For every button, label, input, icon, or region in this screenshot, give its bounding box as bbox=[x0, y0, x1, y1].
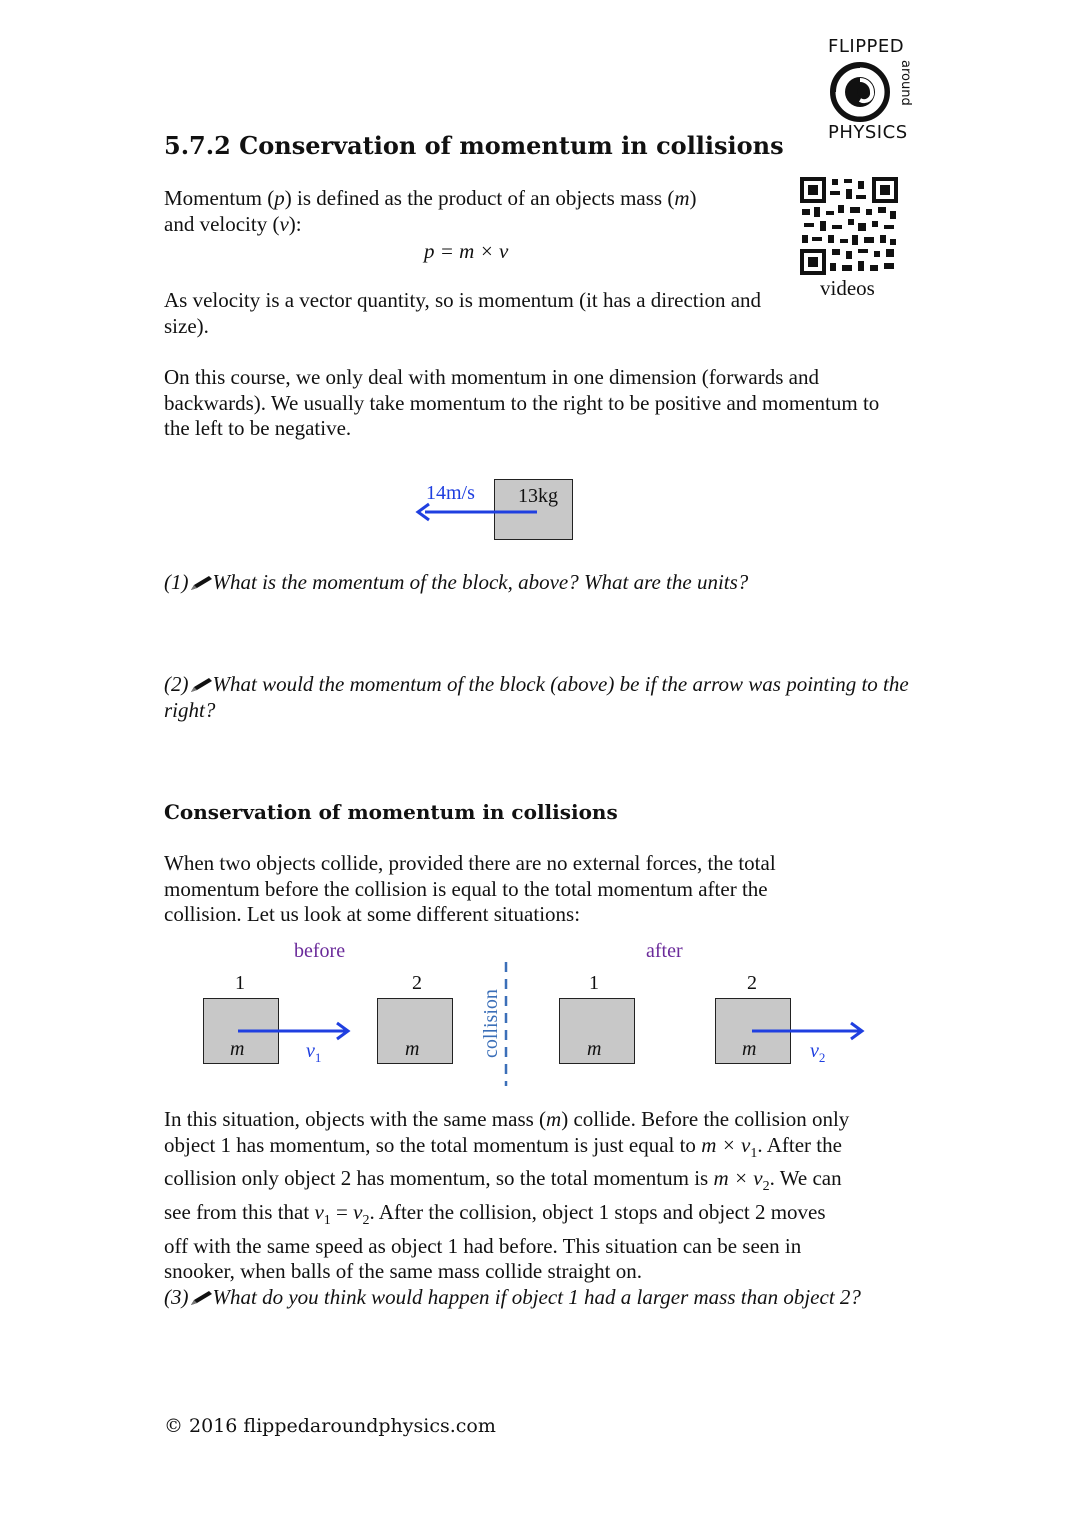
right-arrow-icon bbox=[752, 1020, 868, 1042]
intro-line-2 bbox=[164, 212, 302, 238]
situation-line: object 1 has momentum, so the total momentum is just equal to $m \times v_1$. After the bbox=[164, 1132, 842, 1161]
question-1 bbox=[164, 570, 748, 596]
question-text: What would the momentum of the block (above) be if the arrow was pointing to the right? bbox=[164, 672, 909, 722]
situation-line: collision only object 2 has momentum, so the total momentum is $m \times v_2$. We can bbox=[164, 1166, 842, 1195]
velocity-v1: $v_1$ bbox=[306, 1040, 322, 1065]
logo-text-top: FLIPPED bbox=[828, 36, 905, 57]
question-text: What do you think would happen if object 1 had a larger mass than object 2? bbox=[212, 1285, 861, 1309]
paragraph-vector: As velocity is a vector quantity, so is momentum (it has a direction and size). bbox=[164, 288, 762, 338]
right-arrow-icon bbox=[238, 1020, 354, 1042]
question-text: What is the momentum of the block, above? What are the units? bbox=[212, 570, 749, 594]
object-2-number: 2 bbox=[412, 972, 422, 994]
situation-line: In this situation, objects with the same mass (m) collide. Before the collision only bbox=[164, 1107, 850, 1131]
qr-label: videos bbox=[820, 276, 875, 300]
logo-text-side: around bbox=[898, 60, 913, 106]
question-2 bbox=[164, 672, 924, 723]
symbol-v: v bbox=[279, 212, 289, 236]
mass-label: 13kg bbox=[518, 485, 558, 507]
situation-line: snooker, when balls of the same mass collide straight on. bbox=[164, 1259, 642, 1284]
question-number: (1) bbox=[164, 570, 189, 594]
object-1-number: 1 bbox=[235, 972, 245, 994]
momentum-equation: p = m × v bbox=[424, 239, 509, 263]
intro-text: ): bbox=[288, 212, 302, 236]
symbol-p: p bbox=[274, 186, 285, 210]
intro-text: ) is defined as the product of an objects mass ( bbox=[284, 186, 675, 210]
after-label: after bbox=[646, 940, 683, 962]
page-title: 5.7.2 Conservation of momentum in collisions bbox=[164, 131, 784, 160]
footer-copyright: © 2016 flippedaroundphysics.com bbox=[164, 1415, 496, 1437]
object-2-mass-after: m bbox=[742, 1038, 757, 1060]
symbol-m: m bbox=[674, 186, 690, 210]
intro-text: ) bbox=[689, 186, 697, 210]
collision-diagram bbox=[190, 938, 890, 1088]
intro-line-1 bbox=[164, 186, 696, 212]
question-3 bbox=[164, 1285, 861, 1311]
logo bbox=[818, 36, 918, 146]
object-1-number-after: 1 bbox=[589, 972, 599, 994]
object-1-mass: m bbox=[230, 1038, 245, 1060]
object-1-mass-after: m bbox=[587, 1038, 602, 1060]
qr-code-icon[interactable] bbox=[800, 177, 898, 275]
velocity-label: 14m/s bbox=[426, 482, 475, 504]
section-heading: Conservation of momentum in collisions bbox=[164, 800, 618, 824]
left-arrow-icon bbox=[413, 501, 539, 523]
question-number: (2) bbox=[164, 672, 189, 696]
pencil-icon bbox=[189, 1290, 213, 1306]
object-2-mass: m bbox=[405, 1038, 420, 1060]
pencil-icon bbox=[189, 677, 213, 693]
paragraph-situation bbox=[164, 1107, 924, 1285]
velocity-v2: $v_2$ bbox=[810, 1040, 826, 1065]
paragraph-collide: When two objects collide, provided there are no external forces, the total momentum before the collision is equal to the total momentum after the collision. Let us look at some different situations: bbox=[164, 851, 776, 926]
collision-divider bbox=[502, 962, 510, 1086]
block-diagram bbox=[405, 475, 585, 545]
situation-line: off with the same speed as object 1 had before. This situation can be seen in bbox=[164, 1233, 802, 1258]
paragraph-dimension: On this course, we only deal with momentum in one dimension (forwards and backwards). We usually take momentum to the right to be positive and momentum to the left to be negative. bbox=[164, 365, 880, 440]
intro-text: Momentum ( bbox=[164, 186, 275, 210]
situation-line: see from this that $v_1 = v_2$. After the collision, object 1 stops and object 2 moves bbox=[164, 1199, 826, 1229]
spiral-logo-icon bbox=[828, 60, 892, 124]
collision-label: collision bbox=[480, 989, 502, 1058]
question-number: (3) bbox=[164, 1285, 189, 1309]
intro-text: and velocity ( bbox=[164, 212, 280, 236]
before-label: before bbox=[294, 940, 346, 962]
pencil-icon bbox=[189, 575, 213, 591]
logo-text-bottom: PHYSICS bbox=[828, 122, 908, 143]
object-2-number-after: 2 bbox=[747, 972, 757, 994]
